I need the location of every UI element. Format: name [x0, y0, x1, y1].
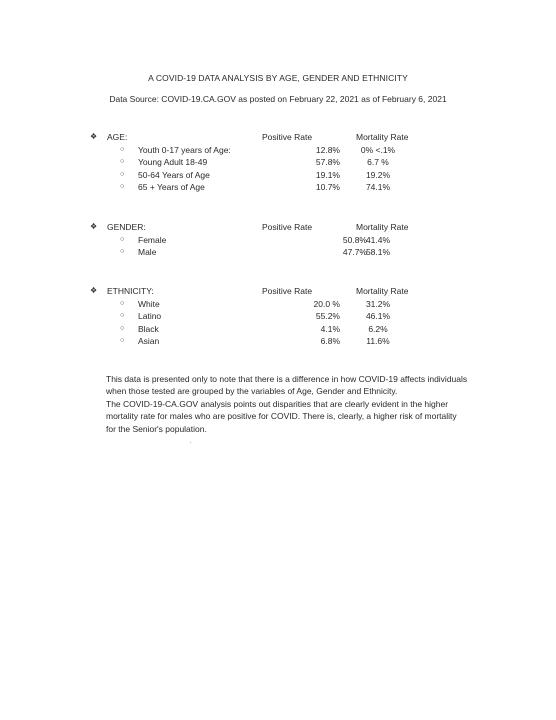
positive-rate-value: 55.2%: [315, 311, 340, 321]
mortality-rate-value: 6.7 %: [367, 157, 389, 167]
circle-bullet-icon: ○: [120, 248, 125, 255]
positive-rate-value: 12.8%: [315, 144, 340, 155]
positive-rate-header: Positive Rate: [262, 132, 313, 142]
age-section: [90, 131, 490, 194]
diamond-bullet-icon: ❖: [90, 132, 98, 141]
positive-rate-value: 4.1%: [320, 323, 340, 334]
document-title: A COVID-19 DATA ANALYSIS BY AGE, GENDER AND ETHNICITY: [148, 73, 408, 83]
positive-rate-header: Positive Rate: [262, 286, 313, 296]
circle-bullet-icon: ○: [120, 158, 125, 165]
circle-bullet-icon: ○: [120, 183, 125, 190]
mortality-rate-value: 41.4%: [365, 234, 391, 245]
row-label: Youth 0-17 years of Age:: [138, 144, 231, 155]
row-label: Latino: [138, 311, 162, 321]
row-label: 50-64 Years of Age: [138, 169, 210, 180]
scan-speck: [190, 442, 191, 443]
data-row: [90, 234, 490, 247]
positive-rate-value: 20.0 %: [313, 298, 340, 309]
mortality-rate-header: Mortality Rate: [356, 132, 409, 142]
mortality-rate-header: Mortality Rate: [356, 222, 409, 232]
mortality-rate-value: 6.2%: [368, 323, 388, 334]
row-label: Black: [138, 323, 159, 334]
gender-section: [90, 221, 490, 259]
row-label: Asian: [138, 336, 160, 346]
circle-bullet-icon: ○: [120, 235, 125, 243]
mortality-rate-value: 46.1%: [365, 311, 391, 321]
mortality-rate-value: 0% <.1%: [360, 144, 396, 155]
row-label: White: [138, 298, 160, 309]
paragraph-line: The COVID-19-CA.GOV analysis points out disparities that are clearly evident in the higher: [106, 398, 449, 409]
paragraph-line: for the Senior's population.: [106, 423, 207, 434]
data-row: [90, 298, 490, 311]
data-row: [90, 169, 490, 182]
data-row: [90, 335, 490, 348]
positive-rate-value: 50.8%: [342, 234, 367, 245]
circle-bullet-icon: ○: [120, 324, 125, 332]
diamond-bullet-icon: ❖: [90, 286, 98, 295]
data-row: [90, 156, 490, 169]
circle-bullet-icon: ○: [120, 145, 125, 153]
circle-bullet-icon: ○: [120, 312, 125, 319]
circle-bullet-icon: ○: [120, 299, 125, 307]
positive-rate-value: 47.7%: [342, 247, 367, 257]
section-header-row: [90, 131, 490, 144]
data-row: [90, 310, 490, 323]
section-label: GENDER:: [107, 222, 146, 232]
row-label: Male: [138, 247, 157, 257]
summary-paragraph: [106, 373, 486, 435]
ethnicity-section: [90, 285, 490, 348]
data-row: [90, 323, 490, 336]
data-row: [90, 246, 490, 259]
row-label: Young Adult 18-49: [138, 157, 208, 167]
row-label: 65 + Years of Age: [138, 182, 205, 192]
paragraph-line: mortality rate for males who are positive for COVID. There is, clearly, a higher risk of mortality: [106, 411, 457, 422]
paragraph-line: This data is presented only to note that there is a difference in how COVID-19 affects individuals: [106, 374, 468, 384]
diamond-bullet-icon: ❖: [90, 222, 98, 231]
positive-rate-header: Positive Rate: [262, 222, 313, 232]
data-row: [90, 144, 490, 157]
positive-rate-value: 57.8%: [315, 157, 340, 167]
positive-rate-value: 10.7%: [315, 182, 340, 192]
section-header-row: [90, 221, 490, 234]
mortality-rate-value: 31.2%: [365, 298, 391, 309]
mortality-rate-value: 74.1%: [365, 182, 391, 192]
section-label: AGE:: [107, 132, 128, 142]
mortality-rate-value: 19.2%: [365, 169, 391, 180]
positive-rate-value: 6.8%: [320, 336, 340, 346]
positive-rate-value: 19.1%: [315, 169, 340, 180]
mortality-rate-header: Mortality Rate: [356, 286, 409, 296]
data-source-line: Data Source: COVID-19.CA.GOV as posted on February 22, 2021 as of February 6, 2021: [109, 94, 447, 104]
section-label: ETHNICITY:: [107, 286, 154, 296]
circle-bullet-icon: ○: [120, 170, 125, 178]
row-label: Female: [138, 234, 167, 245]
section-header-row: [90, 285, 490, 298]
paragraph-line: when those tested are grouped by the variables of Age, Gender and Ethnicity.: [106, 386, 398, 397]
data-row: [90, 181, 490, 194]
circle-bullet-icon: ○: [120, 337, 125, 344]
mortality-rate-value: 58.1%: [365, 247, 391, 257]
mortality-rate-value: 11.6%: [366, 336, 390, 346]
